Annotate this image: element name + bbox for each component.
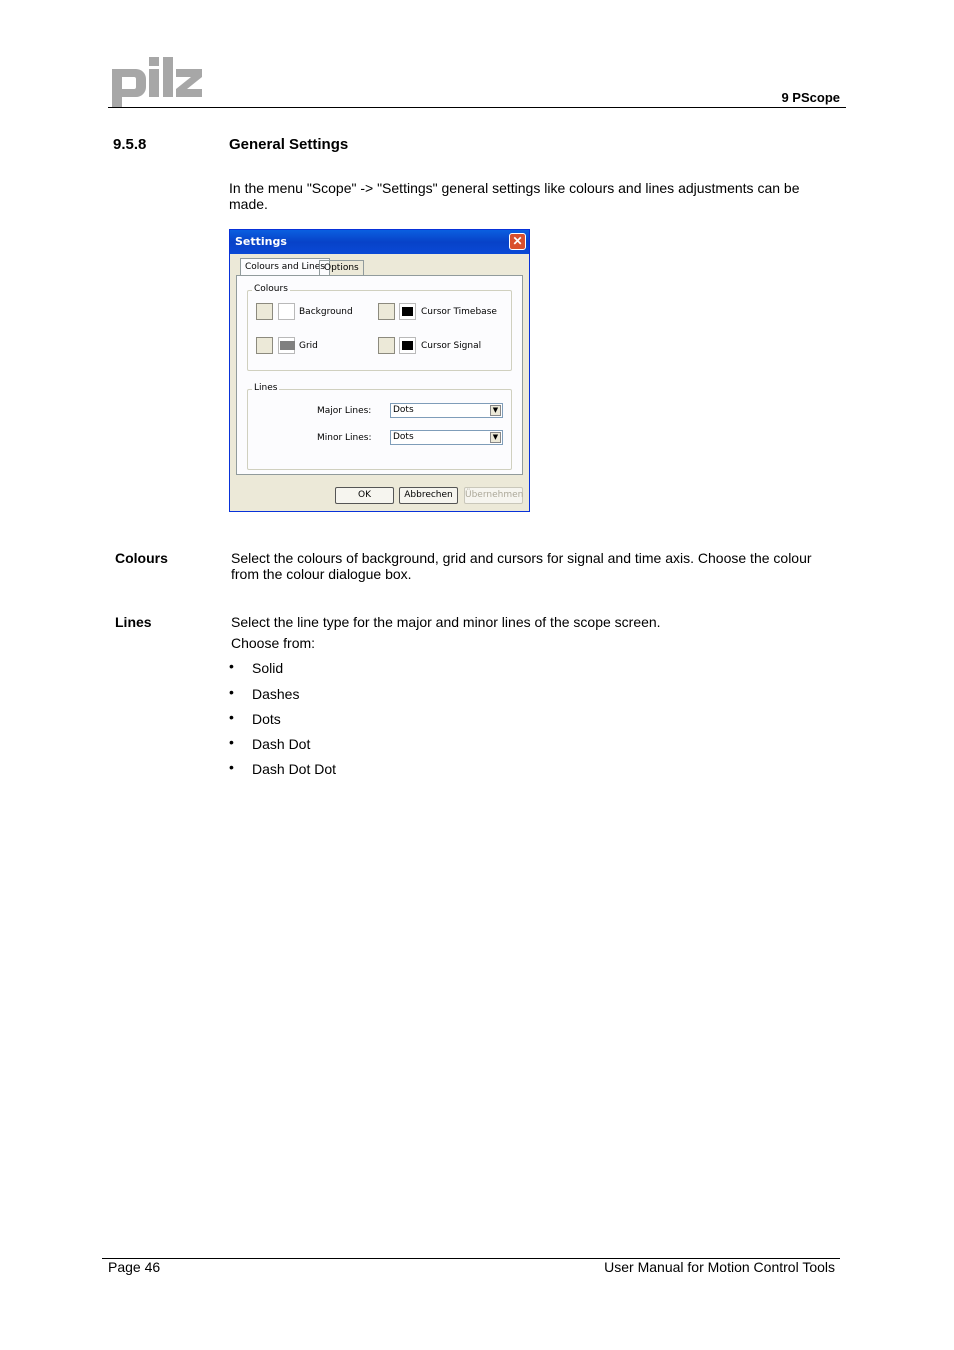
page-number: Page 46: [108, 1259, 161, 1275]
lines-group-label: Lines: [254, 383, 278, 393]
bullet-icon: •: [229, 684, 234, 700]
tab-panel: [236, 275, 523, 475]
pilz-logo: [108, 55, 204, 107]
minor-lines-value: Dots: [393, 432, 414, 442]
minor-lines-select[interactable]: [390, 430, 503, 445]
cursor-timebase-label: Cursor Timebase: [421, 307, 497, 317]
background-swatch: [278, 303, 295, 320]
header-rule: [108, 107, 846, 108]
grid-color-button[interactable]: [256, 337, 273, 354]
background-label: Background: [299, 307, 353, 317]
chapter-title: 9 PScope: [781, 90, 840, 105]
grid-swatch: [278, 337, 295, 354]
intro-paragraph: In the menu "Scope" -> "Settings" general settings like colours and lines adjustments can be made.: [229, 180, 800, 212]
major-lines-select[interactable]: [390, 403, 503, 418]
bullet-icon: •: [229, 734, 234, 750]
colours-group-label: Colours: [254, 284, 288, 294]
cursor-signal-swatch: [399, 337, 416, 354]
cancel-button[interactable]: Abbrechen: [399, 487, 458, 504]
choose-from-text: Choose from:: [231, 635, 316, 651]
background-color-button[interactable]: [256, 303, 273, 320]
colours-term: Colours: [115, 550, 168, 566]
apply-button[interactable]: Übernehmen: [464, 487, 523, 504]
close-icon[interactable]: ✕: [509, 233, 526, 250]
colours-description: Select the colours of background, grid and cursors for signal and time axis. Choose the colour from the colour dialogue box.: [231, 550, 812, 582]
minor-lines-label: Minor Lines:: [317, 433, 372, 443]
cursor-timebase-swatch: [399, 303, 416, 320]
list-item: Dash Dot: [252, 736, 311, 752]
list-item: Dash Dot Dot: [252, 761, 337, 777]
ok-button[interactable]: OK: [335, 487, 394, 504]
cursor-timebase-color-button[interactable]: [378, 303, 395, 320]
tab-options[interactable]: Options: [319, 260, 364, 275]
lines-description: Select the line type for the major and minor lines of the scope screen.: [231, 614, 661, 630]
section-number: 9.5.8: [113, 136, 147, 153]
settings-dialog: [229, 229, 530, 512]
lines-term: Lines: [115, 614, 152, 630]
bullet-icon: •: [229, 759, 234, 775]
list-item: Solid: [252, 660, 284, 676]
bullet-icon: •: [229, 658, 234, 674]
list-item: Dashes: [252, 686, 300, 702]
dialog-title: Settings: [235, 235, 287, 248]
cursor-signal-label: Cursor Signal: [421, 341, 482, 351]
section-title: General Settings: [229, 136, 349, 153]
cursor-signal-color-button[interactable]: [378, 337, 395, 354]
major-lines-label: Major Lines:: [317, 406, 372, 416]
major-lines-value: Dots: [393, 405, 414, 415]
dialog-titlebar: [230, 230, 529, 254]
grid-label: Grid: [299, 341, 318, 351]
bullet-icon: •: [229, 709, 234, 725]
list-item: Dots: [252, 711, 281, 727]
dropdown-arrow-icon[interactable]: ▼: [490, 432, 501, 443]
manual-title: User Manual for Motion Control Tools: [604, 1259, 835, 1275]
tab-colours-and-lines[interactable]: Colours and Lines: [240, 258, 330, 276]
dropdown-arrow-icon[interactable]: ▼: [490, 405, 501, 416]
